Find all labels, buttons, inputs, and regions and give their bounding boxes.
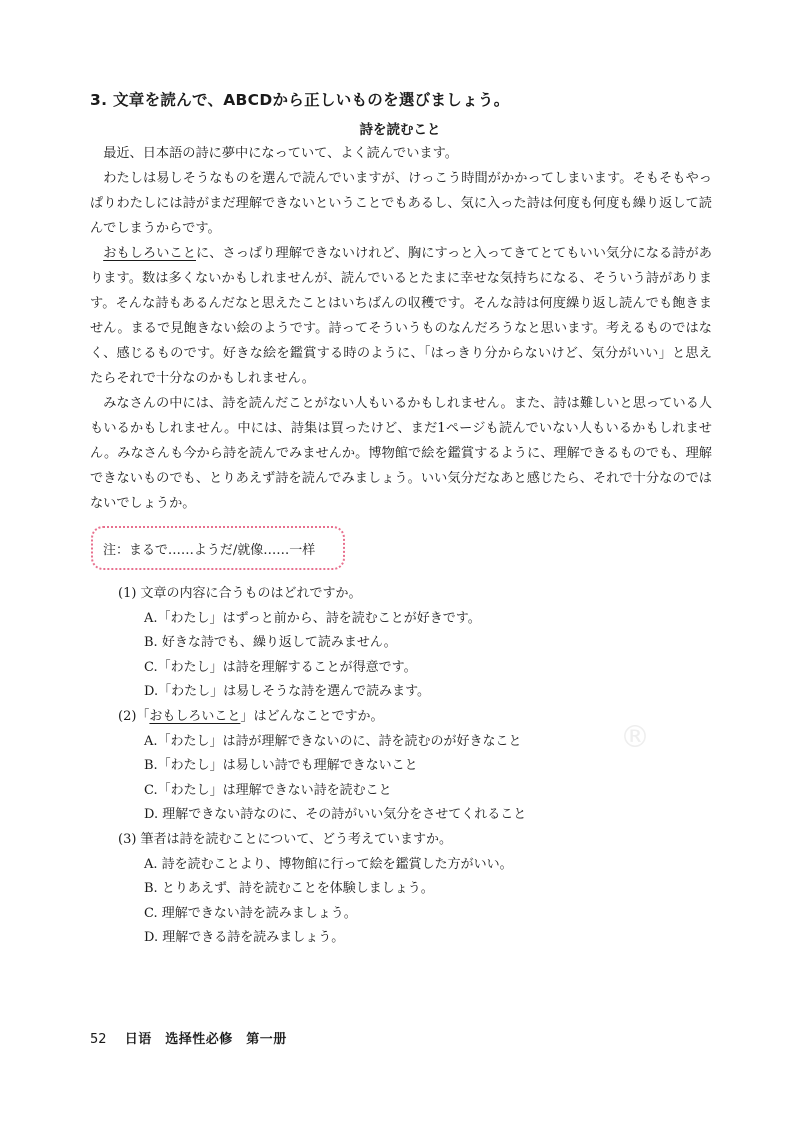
book-title: 日语 选择性必修 第一册 xyxy=(124,1032,287,1047)
paragraph-3-text: に、さっぱり理解できないけれど、胸にすっと入ってきてとてもいい気分になる詩があります。数は多くないかもしれませんが、読んでいるとたまに幸せな気持ちになる、そういう詩があります。そんな詩もあるんだなと思えたことはいちばんの収穫です。そんな詩は何度繰り返し読んでも飽きません。まるで見飽きない絵のようです。詩ってそういうものなんだろうなと思います。考えるものではなく、感じるものです。好きな絵を鑑賞する時のように、「はっきり分からないけど、気分がいい」と思えたらそれで十分なのかもしれません。 xyxy=(90,246,712,386)
question-1-option-a: A.「わたし」はずっと前から、詩を読むことが好きです。 xyxy=(144,610,481,626)
question-3-option-d: D. 理解できる詩を読みましょう。 xyxy=(144,930,345,946)
page-number: 52 xyxy=(90,1032,107,1047)
note-text: 注：まるで……ようだ/就像……一样 xyxy=(103,542,316,558)
question-3-option-c: C. 理解できない詩を読みましょう。 xyxy=(144,905,357,921)
underlined-phrase: おもしろいこと xyxy=(103,246,196,261)
passage-paragraph-3 xyxy=(90,241,712,391)
question-1-option-c: C.「わたし」は詩を理解することが得意です。 xyxy=(144,659,417,675)
question-3-option-b: B. とりあえず、詩を読むことを体験しましょう。 xyxy=(144,881,434,897)
question-3-option-a: A. 詩を読むことより、博物館に行って絵を鑑賞した方がいい。 xyxy=(144,856,513,872)
passage-paragraph-2: わたしは易しそうなものを選んで読んでいますが、けっこう時間がかかってしまいます。そもそもやっぱりわたしには詩がまだ理解できないということでもあるし、気に入った詩は何度も何度も繰り返して読んでしまうからです。 xyxy=(90,171,712,236)
passage-paragraph-4: みなさんの中には、詩を読んだことがない人もいるかもしれません。また、詩は難しいと思っている人もいるかもしれません。中には、詩集は買ったけど、まだ1ページも読んでいない人もいるかもしれません。みなさんも今から詩を読んでみませんか。博物館で絵を鑑賞するように、理解できるものでも、理解できないものでも、とりあえず詩を読んでみましょう。いい気分だなあと感じたら、それで十分なのではないでしょうか。 xyxy=(90,396,712,511)
question-1-option-d: D.「わたし」は易しそうな詩を選んで読みます。 xyxy=(144,684,431,700)
publisher-watermark: ® xyxy=(620,720,650,755)
page-footer xyxy=(90,1028,287,1047)
question-2-option-d: D. 理解できない詩なのに、その詩がいい気分をさせてくれること xyxy=(144,807,527,823)
passage-title: 詩を読むこと xyxy=(359,122,441,138)
question-2-option-b: B.「わたし」は易しい詩でも理解できないこと xyxy=(144,758,418,774)
question-2-option-c: C.「わたし」は理解できない詩を読むこと xyxy=(144,782,392,798)
question-2-underlined: おもしろいこと xyxy=(149,708,241,724)
question-2-suffix: 」はどんなことですか。 xyxy=(240,708,384,724)
vocabulary-note xyxy=(91,526,345,570)
question-2-prefix: (2)「 xyxy=(118,708,150,724)
question-list xyxy=(118,582,718,951)
question-1: (1) 文章の内容に合うものはどれですか。 xyxy=(118,586,362,601)
question-3: (3) 筆者は詩を読むことについて、どう考えていますか。 xyxy=(118,831,453,847)
question-2 xyxy=(118,705,718,730)
exercise-heading: 3. 文章を読んで、ABCDから正しいものを選びましょう。 xyxy=(90,91,510,109)
reading-passage xyxy=(90,141,712,516)
question-1-option-b: B. 好きな詩でも、繰り返して読みません。 xyxy=(144,635,397,651)
passage-paragraph-1: 最近、日本語の詩に夢中になっていて、よく読んでいます。 xyxy=(103,146,458,161)
question-2-option-a: A.「わたし」は詩が理解できないのに、詩を読むのが好きなこと xyxy=(144,733,522,749)
